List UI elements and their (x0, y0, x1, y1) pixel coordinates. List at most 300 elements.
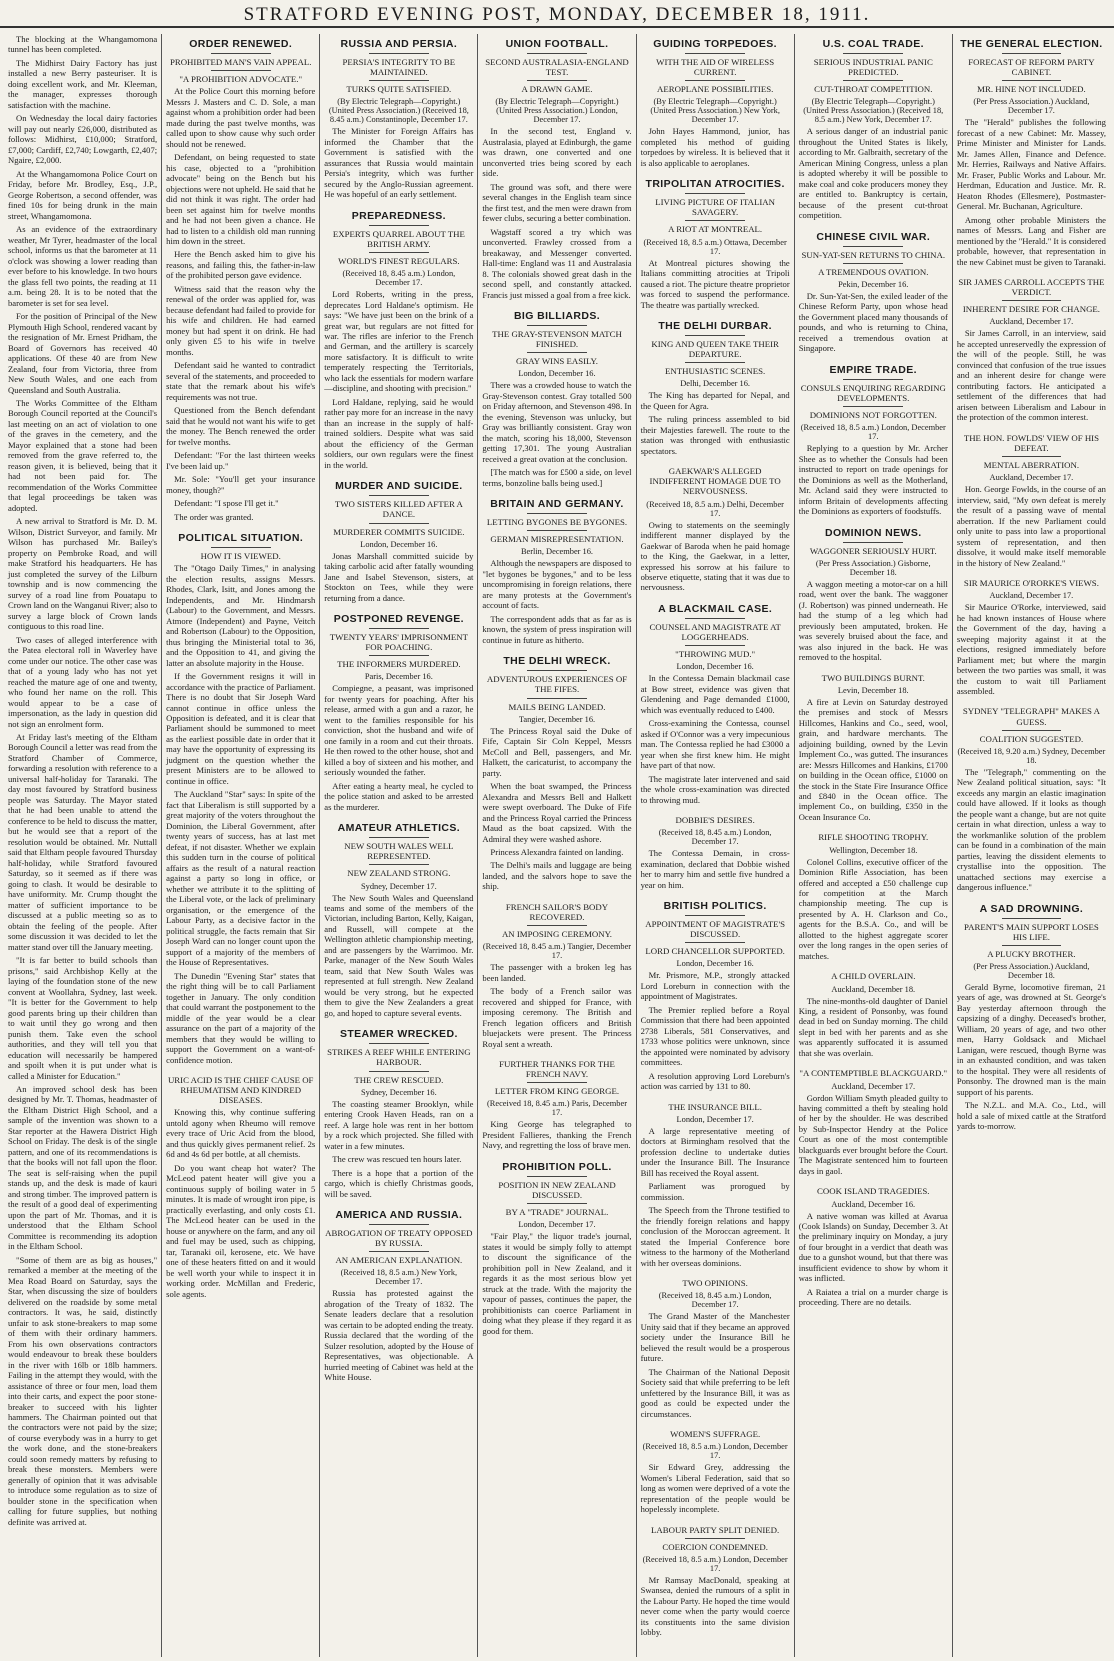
paragraph: The "Telegraph," commenting on the New Zealand political situation, says: "It exceeds any margin an elastic imagination could have allowed. If it looks as though the people want a change, but are not quite certain in what direction, unless a way to the workmanlike solution of the problem can be found in a combination of the main parties, leaving the dissident elements to crystallise into the opposition. The unattached sections may exercise a dangerous influence." (956, 766, 1106, 893)
subhead: CUT-THROAT COMPETITION. (814, 84, 933, 95)
paragraph: The Dunedin "Evening Star" states that the right thing will be to call Parliament together in January. The only condition that could warrant the postponement to the middle of the year would be a clear assurance on the part of a majority of the members that they would be willing to support the Government on a want-of-confidence motion. (166, 970, 316, 1065)
rule (369, 628, 429, 629)
article (482, 902, 631, 1049)
rule (685, 942, 745, 943)
rule (685, 1538, 745, 1539)
paragraph: Sir Maurice O'Rorke, interviewed, said he had known instances of House where the Government of the day, having a sweeping majority against it at the elections, resigned immediately before Parliament met; but where the margin between the two parties was small, it was the custom to wait till Parliament assembled. (956, 602, 1106, 696)
paragraph: Cross-examining the Contessa, counsel asked if O'Connor was a very impecunious man. The Contessa replied he had £3000 a year when she first knew him. He might have part of that now. (640, 718, 790, 771)
paragraph: The nine-months-old daughter of Daniel King, a resident of Ponsonby, was found dead in bed on Sunday morning. The child slept in bed with her parents and as she was apparently suffocated it is assumed that she was overlain. (798, 995, 948, 1058)
rule (527, 352, 587, 353)
paragraph: The magistrate later intervened and said the whole cross-examination was directed to throwing mud. (640, 773, 790, 805)
paragraph: The Midhirst Dairy Factory has just installed a new Berry pasteuriser. It is doing excellent work, and Mr. Kleeman, the manager, expresses thorough satisfaction with the machine. (8, 57, 158, 110)
paragraph: Parliament was prorogued by commission. (640, 1181, 790, 1202)
column (952, 34, 1110, 1657)
subhead: CONSULS ENQUIRING REGARDING DEVELOPMENTS. (800, 382, 946, 403)
column (794, 34, 952, 1657)
subhead: TURKS QUITE SATISFIED. (346, 84, 452, 95)
headline: DOMINION NEWS. (824, 526, 922, 539)
paragraph: Colonel Collins, executive officer of the Dominion Rifle Association, has been offered and accepted a £50 challenge cup for competition at the March championship meeting. The cup is presented by A. H. Clarkson and Co., agents for the B.S.A. Co., and will be allotted to the highest aggregate scorer over the long ranges in the open series of matches. (798, 856, 948, 961)
subhead: THE GRAY-STEVENSON MATCH FINISHED. (492, 329, 622, 350)
headline: GUIDING TORPEDOES. (653, 38, 777, 50)
article (799, 832, 948, 961)
headline: A BLACKMAIL CASE. (658, 602, 773, 615)
dateline: (Received 18, 8.5 a.m.) London, December 17. (642, 1554, 788, 1573)
article (324, 822, 473, 1018)
subhead: A PLUCKY BROTHER. (987, 948, 1076, 959)
rule (527, 53, 587, 54)
paragraph: Questioned from the Bench defendant said that he would not want his wife to get the money. The Bench renewed the order for twelve months. (166, 405, 316, 447)
subhead: APPOINTMENT OF MAGISTRATE'S DISCUSSED. (645, 919, 785, 940)
paragraph: The ruling princess assembled to bid their Majesties farewell. The route to the station was thronged with enthusiastic spectators. (640, 414, 790, 456)
dateline: (By Electric Telegraph—Copyright.) (United Press Association.) (Received 18, 8.5 a.m.) New York, December 17. (803, 97, 944, 125)
subhead: STRIKES A REEF WHILE ENTERING HARBOUR. (327, 1047, 471, 1068)
rule (527, 80, 587, 81)
paragraph: Defendant: "I spose I'll get it." (174, 498, 279, 509)
article (957, 903, 1106, 1132)
article (799, 231, 948, 354)
headline: THE GENERAL ELECTION. (960, 38, 1103, 50)
article (324, 38, 473, 200)
dateline: (By Electric Telegraph—Copyright.) (United Press Association.) New York, December 17. (650, 97, 780, 125)
paragraph: [The match was for £500 a side, on level terms, bonzoline balls being used.] (482, 467, 632, 488)
rule (1002, 730, 1062, 731)
paragraph: An improved school desk has been designed by Mr. T. Thomas, headmaster of the Eltham District High School, and a sample of the invention was shown to a Star reporter at the Hawera District High School on Friday. The desk is of the single pattern, and one of its recommendations is that the books will not fall upon the floor. The seat is self-raising when the pupil stands up, and the desk is made of kauri and strong timber. The improved pattern is the result of a good deal of experimenting upon the part of Mr. Thomas, and it is understood that the Eltham School Committee is recommending its adoption in the Eltham School. (8, 1083, 158, 1252)
paragraph: Defendant: "For the last thirteen weeks I've been laid up." (166, 450, 316, 471)
paragraph: Mr. Sole: "You'll get your insurance money, though?" (166, 474, 316, 495)
article (641, 815, 790, 890)
paragraph: Defendant said he wanted to contradict several of the statements, and proceeded to state that the remark about his wife's requirements was not true. (166, 360, 316, 402)
dateline: (Received 18, 9.20 a.m.) Sydney, December 18. (957, 746, 1106, 765)
paragraph: Here the Bench asked him to give his reasons, and failing this, the father-in-law of the prohibited person gave evidence. (166, 249, 316, 281)
rule (369, 864, 429, 865)
dateline: (Received 18, 8.45 a.m.) London, December 17. (342, 269, 456, 288)
subhead: A TREMENDOUS OVATION. (818, 266, 929, 277)
paragraph: Princess Alexandra fainted on landing. (490, 847, 624, 857)
subhead: THE CREW RESCUED. (354, 1074, 444, 1085)
paragraph: Gerald Byrne, locomotive fireman, 21 years of age, was drowned at St. George's Bay yesterday afternoon through the capsizing of a dinghy. Deceased's brother, William, 20 years of age, and two other men, Harry Goldsack and Michael Lanigan, were rescued, though Byrne was in an exhausted condition, and was taken to the hospital. They were all residents of Ponsonby. The drowned man is the main support of his parents. (956, 981, 1106, 1097)
rule (1002, 300, 1062, 301)
subhead: A RIOT AT MONTREAL. (668, 224, 763, 235)
subhead: LORD CHANCELLOR SUPPORTED. (645, 946, 785, 957)
dateline: Sydney, December 17. (360, 881, 437, 891)
paragraph: After eating a hearty meal, he cycled to the police station and asked to be arrested as the murderer. (324, 780, 474, 812)
paragraph: A native woman was killed at Avarua (Cook Islands) on Sunday, December 3. At the preliminary inquiry on Monday, a jury of four brought in a verdict that death was due to a gunshot wound, but that there was insufficient evidence to show by whom it was inflicted. (798, 1210, 948, 1284)
paragraph: When the boat swamped, the Princess Alexandra and Messrs Bell and Halkett were swept overboard. The Duke of Fife and the Princess Royal carried the Princess Maud as the boat capsized. With the Admiral they were washed ashore. (482, 781, 632, 844)
paragraph: A waggon meeting a motor-car on a hill road, went over the bank. The waggoner (J. Robertson) was pinned underneath. He had the stump of a leg which had previously been amputated, broken. He was severely bruised about the face, and was also injured in the back. He was removed to the hospital. (798, 578, 948, 663)
article (482, 310, 631, 488)
paragraph: As an evidence of the extraordinary weather, Mr Tyrer, headmaster of the local school, informs us that the barometer at 11 o'clock was showing a lower reading than ever before to his knowledge. In two hours the glass fell two points, the reading at 11 a.m. being 28. It is to be noted that the barometer is set for sea level. (8, 224, 158, 308)
rule (527, 925, 587, 926)
subhead: FRENCH SAILOR'S BODY RECOVERED. (505, 901, 609, 923)
subhead: COALITION SUGGESTED. (979, 733, 1084, 744)
paragraph: The correspondent adds that as far as is known, the system of press inspiration will continue in future as hitherto. (482, 613, 632, 645)
paragraph: Witness said that the reason why the renewal of the order was applied for, was because defendant had failed to provide for his wife and children. He had earned money but had spent it on drink. He had only given £5 to his wife in twelve months. (166, 283, 316, 357)
paragraph: The Auckland "Star" says: In spite of the fact that Liberalism is still supported by a great majority of the voters throughout the Dominion, the Liberal Government, after twenty years of success, has at last met defeat, if not disaster. Whether we explain this sudden turn in the course of political affairs as the result of a natural reaction against a party so long in office, or whether we attribute it to the splitting of the Liberal vote, or the lack of preliminary organisation, or the emergence of the Labour Party, as a decisive factor in the political struggle, the facts remain that Sir Joseph Ward can no longer count upon the support of a majority of the members of the House of Representatives. (166, 789, 316, 968)
paragraph: There was a crowded house to watch the Gray-Stevenson contest. Gray totalled 500 on Friday afternoon, and Stevenson 498. In the evening, Stevenson was unlucky, but Gray was brilliantly consistent. Gray won the match, scoring his 18,000, Stevenson getting 17,301. The young Australian received a great ovation at the conclusion. (482, 380, 632, 464)
paragraph: Dr. Sun-Yat-Sen, the exiled leader of the Chinese Reform Party, upon whose head the Government placed many thousands of pounds, and who is returning to China, received a tremendous ovation at Singapore. (798, 290, 948, 354)
rule (369, 837, 429, 838)
subhead: ENTHUSIASTIC SCENES. (665, 366, 766, 377)
headline: PROHIBITION POLL. (502, 1160, 612, 1173)
rule (369, 523, 429, 524)
paragraph: The ground was soft, and there were several changes in the English team since the first test, and the men were drawn from fewer clubs, securing a better combination. (482, 181, 632, 224)
rule (369, 252, 429, 253)
paragraph: Sir James Carroll, in an interview, said he accepted unreservedly the expression of the will of the people. Still, he was convinced that confusion of the true issues and an inherent desire for change were contributing factors. He anticipated a settlement of the differences that had arisen between Liberalism and Labour in the protection of the common interest. (956, 328, 1106, 423)
paragraph: The blocking at the Whangamomona tunnel has been completed. (8, 34, 158, 55)
subhead: TWO OPINIONS. (682, 1278, 748, 1289)
paragraph: King George has telegraphed to President Fallieres, thanking the French Navy, and regretting the loss of brave men. (482, 1119, 632, 1151)
article (8, 34, 157, 1527)
headline: THE DELHI DURBAR. (658, 320, 772, 333)
subhead: A DRAWN GAME. (521, 84, 593, 95)
rule (843, 53, 903, 54)
subhead: MAILS BEING LANDED. (508, 701, 606, 712)
dateline: London, December 16. (676, 959, 754, 969)
paragraph: At the Police Court this morning before Messrs J. Masters and C. D. Sole, a man against whom a prohibition order had been made during the past twelve months, was called upon to show cause why such order should not be renewed. (166, 86, 316, 149)
article (482, 1161, 631, 1336)
paragraph: The crew was rescued ten hours later. (332, 1154, 462, 1165)
headline: CHINESE CIVIL WAR. (816, 230, 931, 243)
rule (527, 1176, 587, 1177)
paragraph: A fire at Levin on Saturday destroyed the premises and stock of Messrs Hillcomes, Hankins and Co., seed, wool, grain, and hardware merchants. The adjoining building, owned by the Levin Implement Co., was gutted. The insurances are: Messrs Hillcomes and Hankins, £1700 on building in the Ocean office, £1000 on the stock in the State Fire Insurance Office and £840 in the Ocean office. The implement Co., on building, £350 in the Ocean Insurance Co. (798, 696, 948, 822)
article (482, 655, 631, 892)
article (324, 480, 473, 603)
rule (369, 1043, 429, 1044)
dateline: London, December 17. (676, 1114, 754, 1124)
article (957, 277, 1106, 423)
headline: UNION FOOTBALL. (505, 38, 609, 50)
headline: EMPIRE TRADE. (829, 363, 917, 376)
dateline: (Received 18, 8.5 a.m.) New York, December 17. (340, 1268, 458, 1287)
rule (527, 513, 587, 514)
paragraph: Compiegne, a peasant, was imprisoned for twenty years for poaching. After his release, armed with a gun and a razor, he went to the families responsible for his conviction, shot the husband and wife of one family in a room and cut their throats. He then rowed to the other house, shot and killed a boy of sixteen and his mother, and seriously wounded the father. (324, 683, 474, 778)
article (957, 433, 1106, 568)
paragraph: If the Government resigns it will in accordance with the practice of Parliament. There is no doubt that Sir Joseph Ward cannot continue in office unless the Opposition is defeated, and it is clear that Parliament should be summoned to meet as the earliest possible date in order that it may have the opportunity of expressing its judgment on the question whether the present Ministers are to be allowed to continue in office. (166, 671, 316, 786)
paragraph: In the Contessa Demain blackmail case at Bow street, evidence was given that Glendening and Page demanded £1000, which was eventually reduced to £400. (640, 673, 790, 715)
rule (369, 1224, 429, 1225)
paragraph: The Grand Master of the Manchester Unity said that if they became an approved society under the Insurance Bill he believed the result would be a prosperous future. (640, 1311, 790, 1364)
subhead: LETTER FROM KING GEORGE. (494, 1086, 620, 1097)
rule (685, 618, 745, 619)
paragraph: Knowing this, why continue suffering untold agony when Rheumo will remove every trace of Uric Acid from the blood, and thus quickly gives permanent relief. 2s 6d and 4s 6d per bottle, at all chemists. (166, 1107, 316, 1160)
subhead: ABROGATION OF TREATY OPPOSED BY RUSSIA. (325, 1228, 473, 1249)
dateline: (Received 18, 8.45 a.m.) Paris, December 17. (486, 1099, 627, 1118)
rule (1002, 53, 1062, 54)
rule (685, 915, 745, 916)
headline: U.S. COAL TRADE. (822, 38, 924, 50)
rule (685, 645, 745, 646)
article (799, 673, 948, 823)
article (641, 900, 790, 1092)
rule (843, 406, 903, 407)
subhead: POSITION IN NEW ZEALAND DISCUSSED. (498, 1179, 616, 1201)
dateline: Auckland, December 17. (831, 1081, 916, 1091)
article (957, 578, 1106, 696)
subhead: "A CONTEMPTIBLE BLACKGUARD." (799, 1068, 948, 1079)
subhead: GERMAN MISREPRESENTATION. (490, 534, 624, 545)
headline: AMERICA AND RUSSIA. (335, 1209, 463, 1221)
article (482, 38, 631, 300)
dateline: (Per Press Association.) Auckland, December 18. (973, 961, 1090, 980)
dateline: (Received 18, 8.45 a.m.) Tangier, December 17. (482, 942, 632, 961)
paragraph: A new arrival to Stratford is Mr. D. M. Wilson, District Surveyor, and family. Mr Wilson has purchased Mr. Bailey's property on Pembroke Road, and will make Stratford his headquarters. He has just completed the survey of the Lilburn township and is now commencing the survey of a road line from Pouatapu to Crown land on the Wanganui River; also to survey a large block of Crown lands contiguous to this road line. (8, 516, 158, 632)
article (166, 532, 315, 1065)
article (641, 603, 790, 805)
rule (685, 53, 745, 54)
paragraph: Lord Haldane, replying, said he would rather pay more for an increase in the navy than an increase in the supply of half-trained soldiers. Despite what was said about the efficiency of the German soldiers, our own regulars were the finest in the world. (324, 396, 474, 470)
rule (211, 70, 271, 71)
article (799, 1068, 948, 1176)
subhead: LETTING BYGONES BE BYGONES. (486, 517, 628, 528)
rule (685, 362, 745, 363)
article (324, 1028, 473, 1199)
dateline: Sydney, December 16. (360, 1087, 437, 1097)
subhead: LIVING PICTURE OF ITALIAN SAVAGERY. (655, 197, 775, 218)
dateline: Levin, December 18. (837, 685, 909, 695)
dateline: (Per Press Association.) Gisborne, December 18. (815, 558, 931, 577)
subhead: THE INSURANCE BILL. (668, 1101, 762, 1112)
rule (685, 193, 745, 194)
paragraph: Do you want cheap hot water? The McLeod patent heater will give you a continuous supply of boiling water in 5 minutes. It is made of wrought iron pipe, is practically everlasting, and only costs £1. The McLeod heater can be used in the house or anywhere on the farm, and any oil and fuel may be used, such as chipping, tar, Taranaki oil, kerosene, etc. We have one of these heaters fitted on and it would be well worth your while to inspect it in working order. McMillan and Frederic, sole agents. (166, 1162, 316, 1299)
paragraph: The Minister for Foreign Affairs has informed the Chamber that the Government is satisfied with the assurances that Russia would maintain Persia's integrity, which was further secured by the Anglo-Russian agreement. He was hopeful of an early settlement. (324, 126, 474, 200)
subhead: MENTAL ABERRATION. (983, 460, 1080, 471)
article (799, 38, 948, 221)
subhead: SERIOUS INDUSTRIAL PANIC PREDICTED. (813, 57, 933, 78)
headline: BRITISH POLITICS. (663, 900, 767, 913)
paragraph: Defendant, on being requested to state his case, objected to a "prohibition advocate" being on the Bench but his objections were not upheld. He said that he did not think it was right. The order had been set against him for twelve months and he had not been given a chance. He had to listen to a childish old man running him down in the street. (166, 152, 316, 246)
rule (527, 698, 587, 699)
subhead: EXPERTS QUARREL ABOUT THE BRITISH ARMY. (332, 228, 465, 249)
dateline: Pekin, December 16. (838, 279, 909, 289)
subhead: DOMINIONS NOT FORGOTTEN. (809, 410, 937, 421)
subhead: MR. HINE NOT INCLUDED. (977, 84, 1086, 95)
subhead: THE HON. FOWLDS' VIEW OF HIS DEFEAT. (963, 432, 1099, 453)
headline: ORDER RENEWED. (189, 38, 293, 50)
subhead: THE INFORMERS MURDERED. (337, 659, 461, 670)
subhead: AN IMPOSING CEREMONY. (501, 929, 613, 940)
article (166, 38, 315, 522)
paragraph: Lord Roberts, writing in the press, deprecates Lord Haldane's optimism. He says: "We have just been on the brink of a great war, but regulars are not fitted for war. The rifles are inferior to the French and German, and the artillery is scarcely more satisfactory. It is difficult to write temperately respecting the Territorials, who lack the essentials for modern warfare—discipline, and shooting with precision." (324, 289, 474, 394)
paragraph: "It is far better to build schools than prisons," said Archbishop Kelly at the laying of the foundation stone of the new convent at Woollahra, Sydney, last week. "It is better for the Government to help good parents bring up their children than to wait until they go wrong and then punish them. Take even the school authorities, and they will tell you that education will necessarily be hampered and spoilt when it is put under what is called a Minister for Education." (8, 955, 158, 1081)
paragraph: At Friday last's meeting of the Eltham Borough Council a letter was read from the Stratford Chamber of Commerce, forwarding a resolution with reference to a universal half-holiday for Taranaki. The day most favoured by Stratford business people was Saturday. The Mayor stated that he had been unable to attend the conference to be held to discuss the matter, but he would see that a report of the resolution would be obtained. Mr. Nuttall said that Eltham people favoured Thursday half-holiday, while Stratford favoured Saturday, so it seemed as if there was going to clash. It would be desirable to have uniformity. Mr. Crump thought the matter of sufficient importance to be discussed at a public meeting so as to obtain the feeling of the people. After some discussion it was decided to let the matter stand over till the January meeting. (8, 732, 158, 952)
rule (843, 542, 903, 543)
subhead: TWO SISTERS KILLED AFTER A DANCE. (334, 499, 463, 520)
paragraph: The body of a French sailor was recovered and shipped for France, with imposing ceremony. The British and French legation officers and British bluejackets were present. The Princess Royal sent a wreath. (482, 986, 632, 1049)
subhead: SIR JAMES CARROLL ACCEPTS THE VERDICT. (958, 277, 1105, 298)
dateline: Tangier, December 16. (518, 714, 596, 724)
subhead: "THROWING MUD." (675, 649, 756, 660)
rule (1002, 80, 1062, 81)
rule (369, 1071, 429, 1072)
paragraph: On Wednesday the local dairy factories will pay out nearly £26,000, distributed as follows: Midhirst, £10,000; Stratford, £7,000; Cardiff, £2,740; Lowgarth, £2,407; Ngaire, £2,000. (8, 113, 158, 166)
paragraph: John Hayes Hammond, junior, has completed his method of guiding torpedoes by wireless. It is believed that it is also applicable to aeroplanes. (640, 126, 790, 168)
subhead: WAGGONER SERIOUSLY HURT. (809, 545, 937, 556)
article (482, 498, 631, 645)
subhead: FORECAST OF REFORM PARTY CABINET. (968, 57, 1095, 78)
subhead: INHERENT DESIRE FOR CHANGE. (962, 304, 1100, 315)
subhead: SECOND AUSTRALASIA-ENGLAND TEST. (485, 57, 629, 78)
paragraph: "Fair Play," the liquor trade's journal, states it would be simply folly to attempt to discount the significance of the prohibition poll in New Zealand, and it regards it as the most serious blow yet struck at the trade. With the majority the vapour of passes, continues the paper, the prohibitionists can coerce Parliament in doing what they please if they regard it as good for them. (482, 1231, 632, 1336)
paragraph: "Some of them are as big as houses," remarked a member at the meeting of the Mea Road Board on Saturday, says the Star, when discussing the size of boulders delivered on the roadside by some metal contractors. It was, he said, distinctly unfair to ask stone-breakers to map some of them with their ordinary hammers. From his own observations contractors would endeavour to break these boulders in the river with 16lb or 18lb hammers. Failing in the attempt they would, with the assistance of three or four men, load them into their carts, and expect the poor stone-breaker to succeed with his lighter hammers. The Chairman pointed out that the contractors were not paid by the size; of course everybody was in a hurry to get the work done, and the stone-breakers could soon remedy matters by refusing to break these monsters. Members were generally of opinion that it was advisable to introduce some regulation as to size of boulder stone in the specification when calling for future supplies, but nothing definite was arrived at. (8, 1254, 158, 1527)
article (324, 613, 473, 812)
rule (211, 53, 271, 54)
dateline: (Received 18, 8.45 a.m.) London, December 17. (658, 1291, 772, 1310)
rule (527, 325, 587, 326)
article (641, 38, 790, 168)
paragraph: Russia has protested against the abrogation of the Treaty of 1832. The Senate leaders declare that a resolution was certain to be adopted ending the treaty. Russia declared that the wording of the Sulzer resolution, adopted by the House of Representatives, was objectionable. A hurried meeting of Cabinet was held at the White House. (324, 1288, 474, 1383)
paragraph: At Montreal pictures showing the Italians committing atrocities at Tripoli caused a riot. The picture theatre proprietor was forced to suspend the performance. The theatre was partially wrecked. (640, 257, 790, 310)
subhead: DOBBIE'S DESIRES. (675, 815, 755, 826)
dateline: Wellington, December 18. (829, 845, 918, 855)
paragraph: Gordon William Smyth pleaded guilty to having committed a theft by stealing hold of her by the shoulder. He was described by Sub-Inspector Hendry at the Police Court as one of the most contemptible blackguards ever brought before the Court. The Magistrate sentenced him to fourteen days in gaol. (798, 1092, 948, 1176)
paragraph: Mr Ramsay MacDonald, speaking at Swansea, denied the rumours of a split in the Labour Party. He hoped the time would never come when the party would coerce its constituents into the same division lobby. (640, 1574, 790, 1638)
article (482, 1059, 631, 1151)
paragraph: Among other probable Ministers the names of Messrs. Lang and Fisher are mentioned by the "Herald." It is considered probable, however, that representation in the new Cabinet must be given to Taranaki. (956, 214, 1106, 267)
rule (685, 80, 745, 81)
dateline: Delhi, December 16. (680, 379, 751, 389)
newspaper-columns (4, 34, 1110, 1657)
subhead: COUNSEL AND MAGISTRATE AT LOGGERHEADS. (649, 621, 781, 643)
article (166, 1075, 315, 1299)
paragraph: For the position of Principal of the New Plymouth High School, rendered vacant by the resignation of Mr. Ernest Pridham, the Board of Governors has received 40 applications. Of these 40 are from New Zealand, four from Victoria, three from New South Wales, and one each from Queensland and South Australia. (8, 311, 158, 395)
dateline: (Received 18, 8.5 a.m.) Delhi, December 17. (646, 499, 784, 518)
dateline: Berlin, December 16. (520, 547, 594, 557)
dateline: Auckland, December 17. (989, 591, 1074, 601)
subhead: A CHILD OVERLAIN. (831, 971, 916, 982)
column (161, 34, 319, 1657)
article (641, 1278, 790, 1419)
paragraph: Wagstaff scored a try which was unconverted. Frawley crossed from a breakaway, and Messenger converted. Hall-time: England was 11 and Australasia 8. The colonials showed great dash in the second spell, and constantly attacked. Francis just missed a goal from a free kick. (482, 226, 632, 300)
article (641, 1102, 790, 1268)
paragraph: Hon. George Fowlds, in the course of an interview, said, "My own defeat is merely the result of a passing wave of mental aberration. If the new Parliament could only unite to pass into law a proportional system of representation, and then dissolve, it would make itself memorable in the history of New Zealand." (956, 484, 1106, 568)
subhead: SUN-YAT-SEN RETURNS TO CHINA. (801, 249, 946, 260)
rule (843, 80, 903, 81)
paragraph: Mr. Prismore, M.P., strongly attacked Lord Loreburn in connection with the appointment of Magistrates. (640, 970, 790, 1002)
paragraph: Owing to statements on the seemingly indifferent manner displayed by the Gaekwar of Baroda when he paid homage to the King, the Gaekwar, in a letter, expressed his sorrow at his failure to observe etiquette, stating that it was due to nervousness. (640, 519, 790, 593)
subhead: MURDERER COMMITS SUICIDE. (333, 526, 465, 537)
dateline: Paris, December 16. (364, 672, 433, 682)
paragraph: The Contessa Demain, in cross-examination, declared that Dobbie wished her to marry him and settle five hundred a year on him. (640, 848, 790, 890)
article (799, 1186, 948, 1307)
rule (211, 547, 271, 548)
dateline: (By Electric Telegraph—Copyright.) (United Press Association.) London, December 17. (495, 97, 619, 125)
dateline: (Received 18, 8.5 a.m.) London, December 17. (800, 423, 946, 442)
article (799, 364, 948, 517)
subhead: GRAY WINS EASILY. (516, 356, 598, 367)
headline: POSTPONED REVENGE. (333, 613, 464, 626)
headline: BRITAIN AND GERMANY. (490, 498, 624, 511)
rule (685, 220, 745, 221)
article (324, 210, 473, 471)
rule (843, 246, 903, 247)
paragraph: The Princess Royal said the Duke of Fife, Captain Sir Coln Keppel, Messrs McColl and Bell, passengers, and Mr. Halkett, the caricaturist, to accompany the party. (482, 725, 632, 778)
subhead: BY A "TRADE" JOURNAL. (505, 1207, 609, 1218)
rule (527, 1082, 587, 1083)
rule (527, 530, 587, 531)
subhead: ADVENTUROUS EXPERIENCES OF THE FIFES. (486, 674, 628, 695)
article (957, 706, 1106, 892)
headline: MURDER AND SUICIDE. (335, 480, 463, 493)
paragraph: There is a hope that a portion of the cargo, which is chiefly Christmas goods, will be saved. (324, 1167, 474, 1199)
dateline: Auckland, December 18. (831, 984, 916, 994)
paragraph: The N.Z.L. and M.A. Co., Ltd., will hold a sale of mixed cattle at the Stratford yards to-morrow. (956, 1100, 1106, 1132)
subhead: KING AND QUEEN TAKE THEIR DEPARTURE. (651, 339, 779, 360)
paragraph: Replying to a question by Mr. Archer Shee as to whether the Consuls had been instructed to report on trade openings for the Dominions as well as the Motherland, Mr. Acland said they were instructed to inform Britain of developments affecting the Dominions as exporters of foodstuffs. (798, 443, 948, 517)
dateline: Auckland, December 16. (831, 1199, 916, 1209)
subhead: FURTHER THANKS FOR THE FRENCH NAVY. (499, 1059, 615, 1080)
paragraph: The "Herald" publishes the following forecast of a new Cabinet: Mr. Massey, Prime Minister and Minister for Lands. Mr. James Allen, Finance and Defence. Mr. Herries, Railways and Native Affairs. Mr. Fraser, Public Works and Labour. Mr. Herdman, Education and Justice. Mr. R. Heaton Rhodes (Ellesmere), Postmaster-General. Mr. Buchanan, Agriculture. (956, 117, 1106, 212)
paragraph: The Delhi's mails and luggage are being landed, and the salvors hope to save the ship. (482, 860, 632, 892)
headline: RUSSIA AND PERSIA. (340, 38, 458, 50)
article (641, 178, 790, 310)
rule (369, 495, 429, 496)
subhead: GAEKWAR'S ALLEGED INDIFFERENT HOMAGE DUE TO NERVOUSNESS. (649, 466, 781, 497)
paragraph: At the Whangamomona Police Court on Friday, before Mr. Brodley, Esq., J.P., George Robertson, a second offender, was fined 10s for being drunk in the main street, Whangamomona. (8, 168, 158, 221)
dateline: London, December 16. (360, 539, 438, 549)
paragraph: The King has departed for Nepal, and the Queen for Agra. (640, 390, 790, 411)
paragraph: Although the newspapers are disposed to "let bygones be bygones," and to be less uncompromising in foreign relations, there are many protests at the Government's account of facts. (482, 558, 632, 611)
paragraph: A resolution approving Lord Loreburn's action was carried by 131 to 80. (640, 1070, 790, 1092)
paragraph: Sir Edward Grey, addressing the Women's Liberal Federation, said that so long as women were deprived of a vote the representation of the people would be hopelessly incomplete. (640, 1462, 790, 1515)
rule (369, 53, 429, 54)
column (477, 34, 635, 1657)
subhead: PARENT'S MAIN SUPPORT LOSES HIS LIFE. (964, 921, 1099, 942)
paragraph: In the second test, England v. Australasia, played at Edinburgh, the game was drawn, one converted and one unconverted tries being scored by each side. (482, 126, 632, 179)
rule (527, 670, 587, 671)
subhead: AEROPLANE POSSIBILITIES. (656, 84, 774, 95)
dateline: (Received 18, 8.5 a.m.) Ottawa, December 17. (643, 237, 787, 256)
paragraph: The Speech from the Throne testified to the friendly foreign relations and happy conclusion of the Moroccan agreement. It stated the Imperial Conference bore witness to the harmony of the Motherland with her overseas dominions. (640, 1205, 790, 1268)
dateline: (By Electric Telegraph—Copyright.) (United Press Association.) (Received 18, 8.45 a.m.) Constantinople, December 17. (328, 97, 469, 125)
subhead: AN AMERICAN EXPLANATION. (335, 1255, 463, 1266)
subhead: TWENTY YEARS' IMPRISONMENT FOR POACHING. (329, 632, 468, 653)
article (641, 1429, 790, 1515)
headline: STEAMER WRECKED. (339, 1028, 458, 1041)
rule (1002, 456, 1062, 457)
paragraph: Two cases of alleged interference with the Patea electoral roll in Waverley have come under our notice. The other case was that of a young lady who has not yet reached the mature age of one and twenty, who found her name on the roll. This would appear to be a case of impersonation, as the lady in question did not sign an enrolment form. (8, 634, 158, 729)
subhead: HOW IT IS VIEWED. (200, 551, 281, 562)
headline: A SAD DROWNING. (979, 902, 1084, 915)
dateline: (Per Press Association.) Auckland, December 17. (973, 97, 1090, 116)
column (4, 34, 161, 1657)
headline: AMATEUR ATHLETICS. (337, 822, 461, 835)
subhead: NEW ZEALAND STRONG. (347, 868, 451, 879)
headline: BIG BILLIARDS. (513, 310, 601, 323)
headline: TRIPOLITAN ATROCITIES. (645, 178, 785, 191)
rule (527, 1203, 587, 1204)
subhead: WORLD'S FINEST REGULARS. (338, 255, 460, 266)
article (641, 466, 790, 593)
rule (843, 379, 903, 380)
paragraph: A serious danger of an industrial panic throughout the United States is likely, according to Mr. Galbraith, secretary of the American Mining Congress, unless a plan is adopted whereby it will be possible to make coal and coke producers money they are entitled to. Bankruptcy is certain, because of the present cut-throat competition. (798, 126, 948, 221)
newspaper-title: STRATFORD EVENING POST, MONDAY, DECEMBER 18, 1911. (243, 4, 871, 25)
subhead: "A PROHIBITION ADVOCATE." (179, 74, 303, 85)
subhead: LABOUR PARTY SPLIT DENIED. (651, 1524, 780, 1535)
article (641, 320, 790, 456)
paragraph: Jonas Marshall committed suicide by taking carbolic acid after fatally wounding Jane and Isabel Stevenson, sisters, at Stockton on Tees, while they were returning from a dance. (324, 550, 474, 603)
rule (369, 655, 429, 656)
column (319, 34, 477, 1657)
rule (1002, 945, 1062, 946)
paragraph: The Premier replied before a Royal Commission that there had been appointed 2738 Liberals, 581 Conservatives, and 1733 whose politics were unknown, since the appointed were nominated by advisory committees. (640, 1004, 790, 1068)
subhead: WITH THE AID OF WIRELESS CURRENT. (656, 57, 775, 78)
article (324, 1209, 473, 1383)
column (636, 34, 794, 1657)
article (641, 1525, 790, 1638)
dateline: London, December 17. (518, 1220, 596, 1230)
rule (843, 263, 903, 264)
paragraph: A large representative meeting of doctors at Birmingham resolved that the profession decline to undertake duties under the Insurance Bill. The Insurance Bill has received the Royal assent. (640, 1125, 790, 1178)
